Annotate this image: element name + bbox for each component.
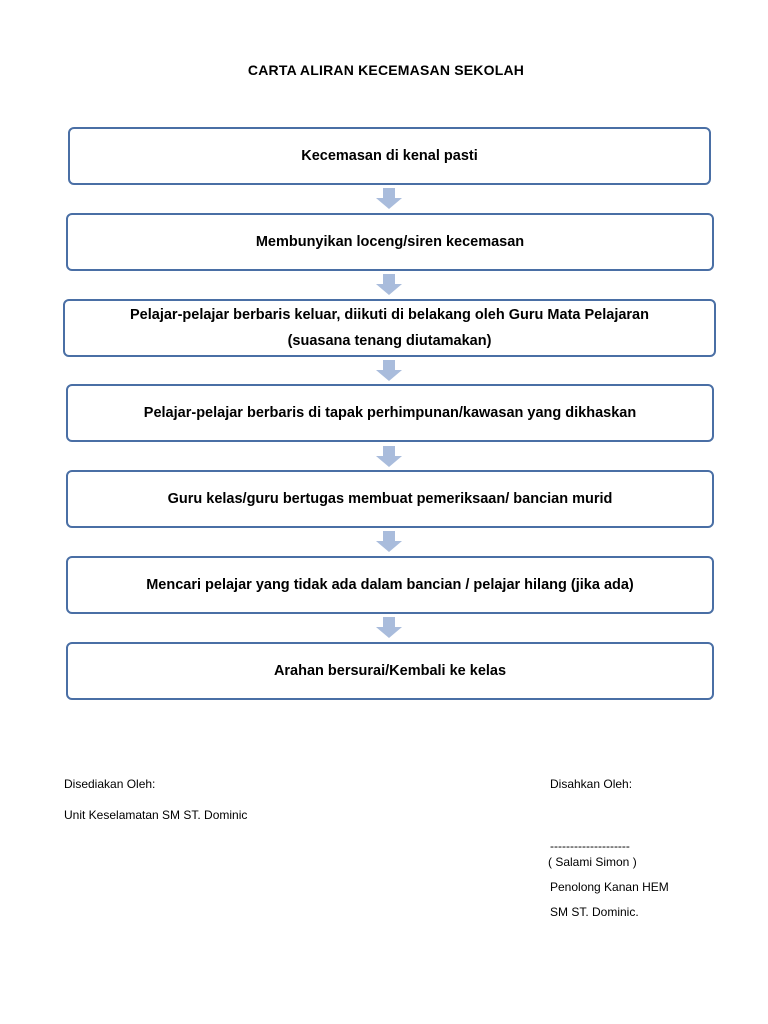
page-title: CARTA ALIRAN KECEMASAN SEKOLAH (247, 62, 525, 78)
down-arrow-icon (375, 531, 403, 553)
prepared-by: Unit Keselamatan SM ST. Dominic (64, 808, 248, 822)
down-arrow-icon (375, 360, 403, 382)
signatory-name: ( Salami Simon ) (548, 855, 637, 869)
step-box-3 (63, 299, 716, 357)
step-text: Guru kelas/guru bertugas membuat pemeriksaan/ bancian murid (167, 491, 613, 507)
signatory-org: SM ST. Dominic. (550, 905, 639, 919)
step-text: Kecemasan di kenal pasti (301, 148, 478, 164)
down-arrow-icon (375, 617, 403, 639)
down-arrow-icon (375, 446, 403, 468)
step-text: Membunyikan loceng/siren kecemasan (255, 234, 525, 250)
prepared-label: Disediakan Oleh: (64, 777, 156, 791)
step-text: Pelajar-pelajar berbaris di tapak perhimpunan/kawasan yang dikhaskan (143, 405, 637, 421)
approved-label: Disahkan Oleh: (550, 777, 633, 791)
step-text: Arahan bersurai/Kembali ke kelas (273, 663, 507, 679)
step-box-6 (66, 556, 714, 614)
step-text: Mencari pelajar yang tidak ada dalam bancian / pelajar hilang (jika ada) (146, 577, 634, 593)
step-box-5 (66, 470, 714, 528)
down-arrow-icon (375, 188, 403, 210)
signature-line: -------------------- (550, 839, 630, 853)
step-text-line-1: Pelajar-pelajar berbaris keluar, diikuti di belakang oleh Guru Mata Pelajaran (130, 307, 649, 323)
step-box-4 (66, 384, 714, 442)
down-arrow-icon (375, 274, 403, 296)
step-text-line-2: (suasana tenang diutamakan) (287, 333, 492, 349)
step-box-2 (66, 213, 714, 271)
signatory-title: Penolong Kanan HEM (550, 880, 669, 894)
step-box-7 (66, 642, 714, 700)
step-box-1 (68, 127, 711, 185)
